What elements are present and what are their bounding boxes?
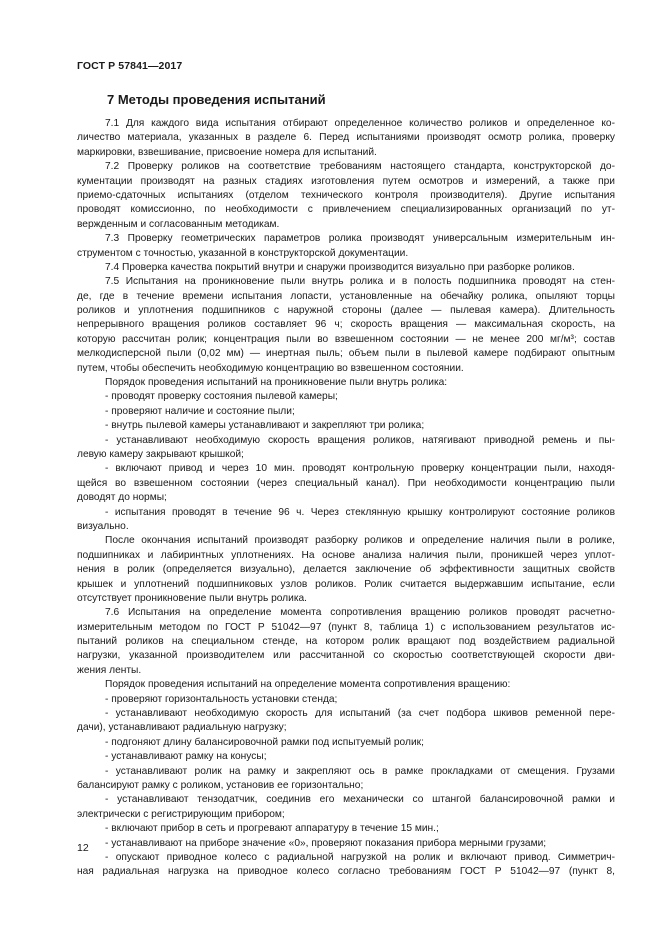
text-line: ная радиальная нагрузка на приводное колесо согласно требованиям ГОСТ Р 51042—97 (пункт 8, — [77, 866, 615, 878]
text-line: - устанавливают тензодатчик, соединив его механически со штангой балансировочной рамки и — [105, 794, 615, 806]
text-line: мелкодисперсной пыли (0,02 мм) — инертная пыль; объем пыли в пылевой камере подбирают опытным — [77, 348, 615, 360]
text-line: отсутствует проникновение пыли внутрь ролика. — [77, 592, 307, 604]
text-line: непрерывного вращения роликов составляет 96 ч; скорость вращения — максимальная скорость, на — [77, 319, 615, 331]
text-line: де, где в течение времени испытания лопасти, установленные на обечайку ролика, опыляют торцы — [77, 290, 615, 302]
text-line: 7.3 Проверку геометрических параметров ролика производят универсальным измерительным ин- — [105, 233, 615, 245]
text-line: Порядок проведения испытаний на определение момента сопротивления вращению: — [105, 679, 511, 691]
text-line: - подгоняют длину балансировочной рамки под испытуемый ролик; — [105, 736, 424, 748]
text-line: Порядок проведения испытаний на проникновение пыли внутрь ролика: — [105, 377, 448, 389]
text-line: электрически с регистрирующим прибором; — [77, 808, 285, 820]
section-title: 7 Методы проведения испытаний — [107, 92, 326, 107]
text-line: личество материала, указанных в разделе 6. Перед испытаниями производят осмотр ролика, проверку — [77, 132, 615, 144]
text-line: - проверяют горизонтальность установки стенда; — [105, 693, 338, 705]
text-line: После окончания испытаний производят разборку роликов и определение наличия пыли в ролике, — [105, 535, 615, 547]
text-line: - испытания проводят в течение 96 ч. Через стеклянную крышку контролируют состояние роликов — [105, 506, 615, 518]
text-line: доводят до нормы; — [77, 492, 167, 504]
text-line: щейся во взвешенном состоянии (через специальный канал). При необходимости концентрацию пыли — [77, 477, 615, 489]
text-line: визуально. — [77, 520, 129, 532]
text-line: - устанавливают ролик на рамку и закрепляют ось в рамке прокладками от смещения. Грузами — [105, 765, 615, 777]
text-line: струментом с точностью, указанной в конструкторской документации. — [77, 247, 409, 259]
text-line: приемо-сдаточных испытаниях (отделом технического контроля производителя). Другие испытания — [77, 189, 615, 201]
text-line: - включают прибор в сеть и прогревают аппаратуру в течение 15 мин.; — [105, 823, 439, 835]
text-line: вержденным и согласованным методикам. — [77, 218, 280, 230]
text-line: - устанавливают необходимую скорость вращения роликов, натягивают приводной ремень и пы- — [105, 434, 615, 446]
text-line: - опускают приводное колесо с радиальной нагрузкой на ролик и включают привод. Симметрич- — [105, 851, 615, 863]
text-line: 7.5 Испытания на проникновение пыли внутрь ролика и в полость подшипника проводят на стен- — [105, 276, 615, 288]
body-text — [77, 117, 615, 880]
text-line: дачи), устанавливают радиальную нагрузку; — [77, 722, 287, 734]
text-line: - устанавливают необходимую скорость для испытаний (за счет подбора шкивов ременной пере- — [105, 708, 615, 720]
text-line: левую камеру закрывают крышкой; — [77, 448, 244, 460]
text-line: 7.6 Испытания на определение момента сопротивления вращению роликов проводят расчетно- — [105, 607, 615, 619]
text-line: проводят комиссионно, по необходимости с привлечением специализированных организаций по ут- — [77, 204, 615, 216]
text-line: измерительным методом по ГОСТ Р 51042—97 (пункт 8, таблица 1) с использованием результатов ис- — [77, 621, 615, 633]
text-line: путем, чтобы обеспечить необходимую концентрацию во взвешенном состоянии. — [77, 362, 464, 374]
text-line: - устанавливают рамку на конусы; — [105, 751, 267, 763]
text-line: крышек и уплотнений подшипниковых узлов роликов. Ролик считается выдержавшим испытание, если — [77, 578, 615, 590]
text-line: подшипниках и лабиринтных уплотнениях. На основе анализа наличия пыли, проникшей через уплот- — [77, 549, 615, 561]
text-line: роликов и уплотнения подшипников с наружной стороны (далее — пылевая камера). Длительность — [77, 305, 615, 317]
text-line: 7.1 Для каждого вида испытания отбирают определенное количество роликов и определенное ко- — [105, 118, 615, 129]
text-line: которую рассчитан ролик; концентрация пыли во взвешенном состоянии — не менее 200 мг/м³; состав — [77, 333, 615, 345]
text-line: жения ленты. — [77, 664, 142, 676]
text-line: маркировки, взвешивание, присвоение номера для испытаний. — [77, 146, 377, 158]
text-line: 7.4 Проверка качества покрытий внутри и снаружи производится визуально при разборке роликов. — [105, 261, 575, 273]
text-line: - проверяют наличие и состояние пыли; — [105, 405, 295, 417]
text-line: - включают привод и через 10 мин. проводят контрольную проверку концентрации пыли, находя- — [105, 463, 615, 475]
text-line: - проводят проверку состояния пылевой камеры; — [105, 391, 338, 403]
page-number: 12 — [77, 842, 89, 854]
text-line: нения в ролик (определяется визуально), делается заключение об эффективности защитных свойств — [77, 564, 615, 576]
text-line: нагрузки, указанной производителем или рассчитанной со скоростью соответствующей скорости дви- — [77, 650, 615, 662]
text-line: 7.2 Проверку роликов на соответствие требованиям настоящего стандарта, конструкторской до- — [105, 161, 615, 173]
text-line: балансируют рамку с роликом, установив ее горизонтально; — [77, 779, 364, 791]
text-line: - устанавливают на приборе значение «0», проверяют показания прибора мерными грузами; — [105, 837, 547, 849]
text-line: кументации производят на разных стадиях изготовления путем осмотров и измерений, а также при — [77, 175, 615, 187]
document-header: ГОСТ Р 57841—2017 — [77, 60, 183, 72]
text-line: - внутрь пылевой камеры устанавливают и закрепляют три ролика; — [105, 420, 425, 432]
text-line: пытаний роликов на специальном стенде, на котором ролик вращают под воздействием радиальной — [77, 636, 615, 648]
